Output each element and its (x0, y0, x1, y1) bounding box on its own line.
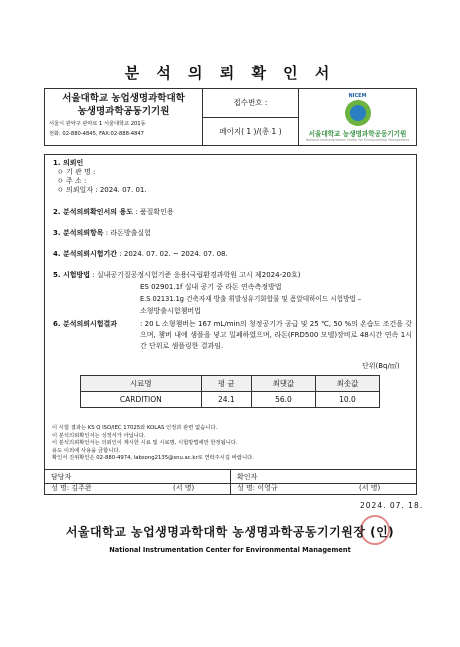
receipt-block (203, 89, 299, 145)
notes-block (52, 425, 254, 463)
header-sample: 시료명 (81, 376, 202, 392)
page-indicator: 페이지( 1 )/(총 1 ) (203, 117, 298, 146)
signer-verifier-label: 확인자 (237, 473, 258, 481)
issuer-block (45, 89, 203, 145)
header-min: 최솟값 (315, 376, 379, 392)
section-requester: 1. 의뢰인 (53, 159, 84, 167)
section-method (53, 270, 301, 280)
issuer-org-line1: 서울대학교 농업생명과학대학 (62, 93, 185, 104)
items-value: : 라돈방출실험 (105, 229, 151, 237)
logo-wordmark: NICEM (348, 92, 367, 99)
issue-date: 2024. 07. 18. (360, 501, 424, 510)
logo-subtitle: National Instrumentation Center for Environmental Management (305, 137, 410, 142)
section-period (53, 249, 228, 259)
requester-address: ㅇ 주 소 : (57, 177, 87, 185)
period-value: : 2024. 07. 02. ~ 2024. 07. 08. (119, 250, 228, 258)
results-header-row (81, 376, 380, 392)
note-item: 이 분석의뢰확인서는 의뢰인이 제시한 시료 및 시료명, 시험방법에만 한정됩니다. (52, 440, 238, 446)
note-item: 확인서 진위확인은 02-880-4974, labsong2135@snu.ac.kr로 연락주시길 바랍니다. (52, 455, 254, 461)
nicem-logo-icon (345, 100, 371, 126)
header-mean: 평 균 (201, 376, 251, 392)
signature-box (44, 469, 417, 495)
cell-mean: 24.1 (201, 392, 251, 408)
table-row (81, 392, 380, 408)
signer-in-charge-name: 성 명: 김주완 (51, 484, 92, 492)
header-max: 최댓값 (251, 376, 315, 392)
logo-org-name: 서울대학교 농생명과학공동기기원 (308, 129, 407, 138)
results-table (80, 375, 380, 408)
header-box (44, 88, 417, 146)
signer-verifier (230, 470, 416, 494)
method-line2: ES 02901.1f 실내 공기 중 라돈 연속측정방법 (140, 283, 282, 291)
unit-label: 단위(Bq/㎥) (362, 362, 400, 370)
note-item: 이 시험 결과는 KS Q ISO/IEC 17025와 KOLAS 인정과 관련 없습니다. (52, 425, 218, 431)
signer-in-charge-signature: (서 명) (173, 484, 195, 492)
issuer-signature-line: 서울대학교 농업생명과학대학 농생명과학공동기기원장 (인) (65, 525, 395, 539)
signer-in-charge (45, 470, 230, 494)
method-line4: 소형방출시험챔버법 (140, 307, 201, 315)
cell-min: 10.0 (315, 392, 379, 408)
issuer-phone: 전화: 02-880-4845, FAX:02-888-4847 (49, 131, 144, 137)
cell-sample: CARDITION (81, 392, 202, 408)
issuer-address: 서울시 관악구 관악로 1 서울대학교 201동 (49, 121, 146, 127)
issuer-english-name: National Instrumentation Center for Environmental Management (109, 546, 351, 554)
method-label: 5. 시험방법 (53, 271, 91, 279)
signer-in-charge-label: 담당자 (51, 473, 72, 481)
requester-org: ㅇ 기 관 명 : (57, 168, 96, 176)
issuer-org-line2: 농생명과학공동기기원 (77, 106, 170, 117)
purpose-value: : 품질확인용 (135, 208, 174, 216)
results-description: : 20 L 소형챔버는 167 mL/min의 청정공기가 공급 및 25 ℃, 50 %의 온습도 조건을 갖으며, 챔버 내에 샘플을 넣고 밀폐하였으며, 라돈(FRD500 모델)장비로 48시간 연속 1시간 단위로 샘플링한 결과임. (140, 320, 412, 350)
section-items (53, 228, 151, 238)
receipt-number-label: 접수번호 : (233, 98, 268, 108)
period-label: 4. 분석의뢰시험기간 (53, 250, 118, 258)
logo-block (299, 89, 416, 145)
signer-verifier-signature: (서 명) (359, 484, 381, 492)
method-line1: : 실내공기질공정시험기준 응용(국립환경과학원 고시 제2024-20호) (92, 271, 301, 279)
section-purpose (53, 207, 174, 217)
note-item: 용도 이외에 사용을 금합니다. (52, 447, 121, 454)
request-date: ㅇ 의뢰일자 : 2024. 07. 01. (57, 186, 147, 194)
document-title: 분 석 의 뢰 확 인 서 (124, 64, 336, 82)
purpose-label: 2. 분석의뢰확인서의 용도 (53, 208, 134, 216)
results-label: 6. 분석의뢰시험결과 (53, 320, 118, 328)
cell-max: 56.0 (251, 392, 315, 408)
note-item: 이 분석의뢰확인서는 성적서가 아닙니다. (52, 432, 146, 439)
signer-verifier-name: 성 명: 이영규 (237, 484, 278, 492)
method-line3: E.S 02131.1g 건축자재 방출 휘발성유기화합물 및 폼알데하이드 시험방법 – (140, 295, 362, 303)
items-label: 3. 분석의뢰항목 (53, 229, 104, 237)
